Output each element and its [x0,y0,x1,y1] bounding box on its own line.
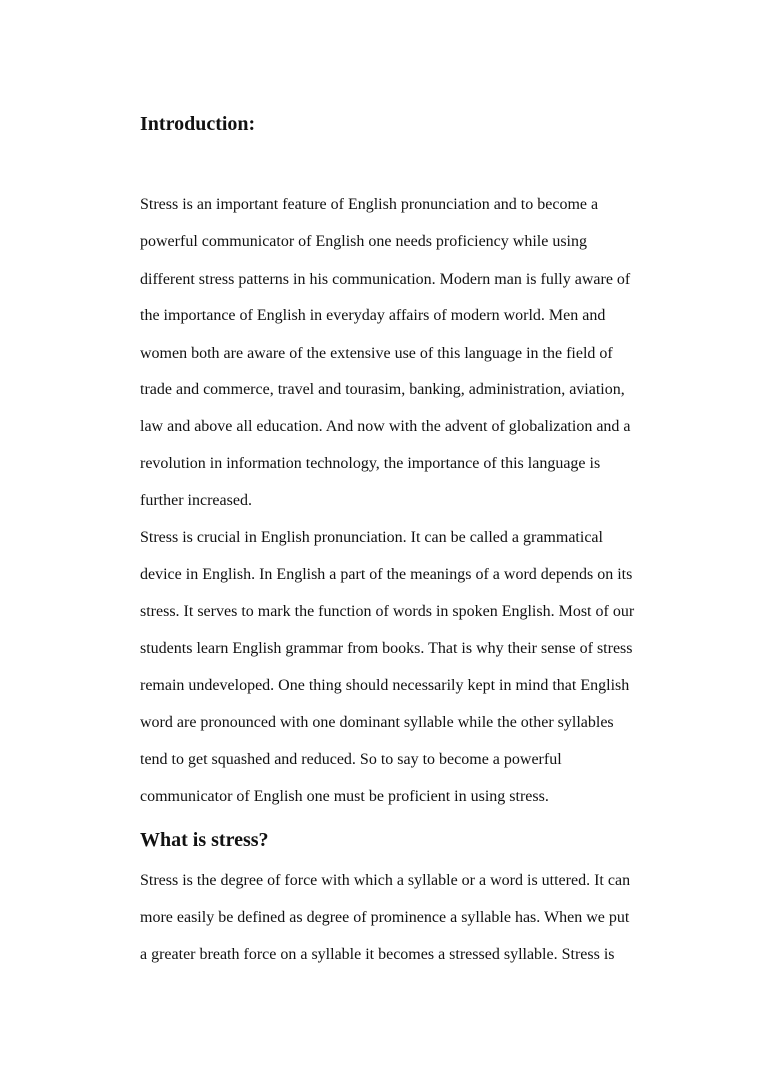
intro-line: powerful communicator of English one needs proficiency while using [140,233,587,250]
heading-what-is-stress: What is stress? [140,829,269,851]
stress-line: a greater breath force on a syllable it becomes a stressed syllable. Stress is [140,946,615,963]
intro-line: trade and commerce, travel and tourasim, banking, administration, aviation, [140,381,625,398]
intro-line: further increased. [140,492,252,509]
intro-line: Stress is an important feature of English pronunciation and to become a [140,196,599,213]
intro-line: Stress is crucial in English pronunciation. It can be called a grammatical [140,529,603,546]
intro-line: tend to get squashed and reduced. So to say to become a powerful [140,751,562,768]
intro-line: device in English. In English a part of the meanings of a word depends on its [140,566,633,583]
intro-line: communicator of English one must be proficient in using stress. [140,788,549,805]
stress-line: more easily be defined as degree of prominence a syllable has. When we put [140,909,630,926]
intro-line: women both are aware of the extensive use of this language in the field of [140,345,613,362]
intro-line: stress. It serves to mark the function of words in spoken English. Most of our [140,603,635,620]
intro-line: students learn English grammar from books. That is why their sense of stress [140,640,633,657]
intro-line: remain undeveloped. One thing should necessarily kept in mind that English [140,677,630,694]
intro-line: law and above all education. And now with the advent of globalization and a [140,418,631,435]
stress-line: Stress is the degree of force with which a syllable or a word is uttered. It can [140,872,631,889]
intro-line: the importance of English in everyday affairs of modern world. Men and [140,307,606,324]
intro-line: word are pronounced with one dominant syllable while the other syllables [140,714,614,731]
heading-introduction: Introduction: [140,113,256,135]
intro-line: different stress patterns in his communication. Modern man is fully aware of [140,271,631,288]
intro-line: revolution in information technology, the importance of this language is [140,455,601,472]
